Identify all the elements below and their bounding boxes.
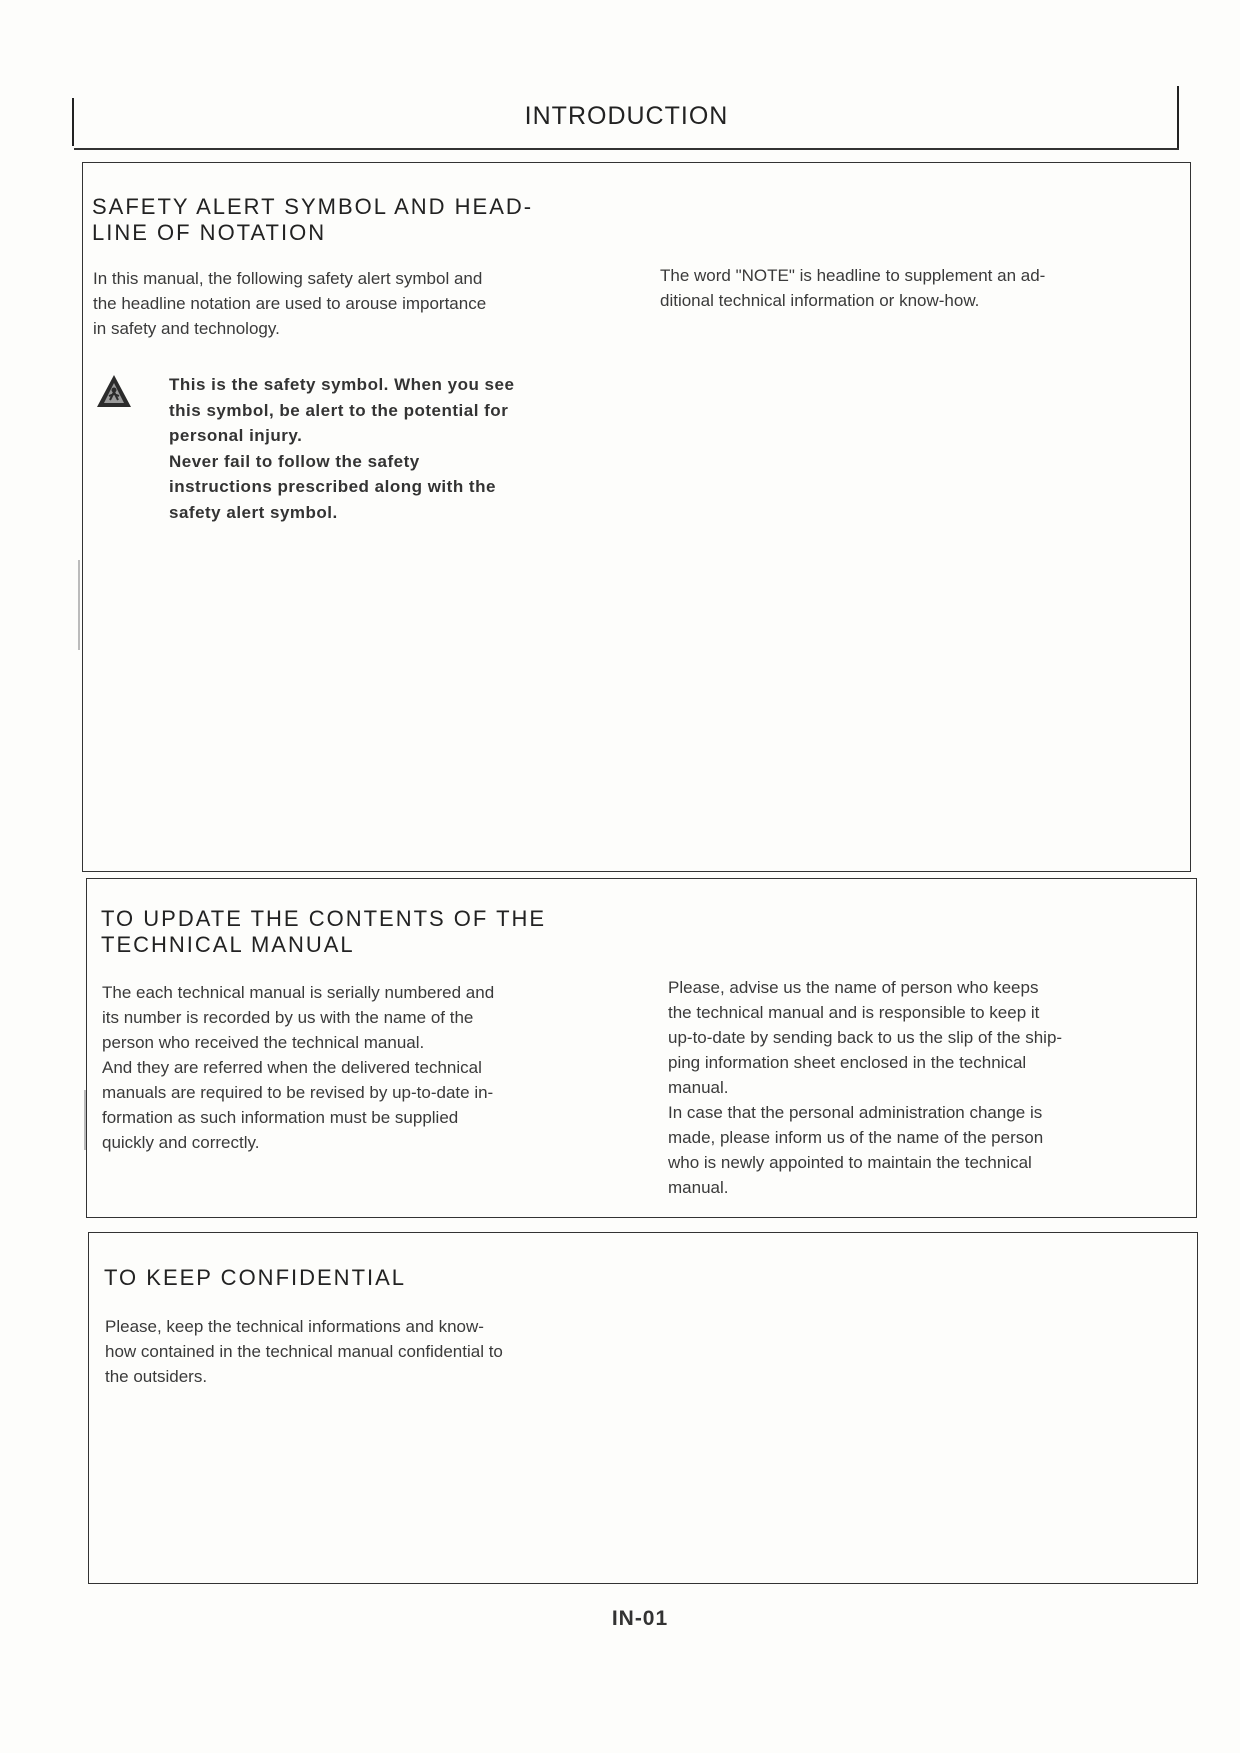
page-title: INTRODUCTION: [524, 102, 729, 130]
confidential-section-heading: TO KEEP CONFIDENTIAL: [104, 1265, 407, 1290]
update-section-right-text: Please, advise us the name of person who keeps the technical manual and is responsible to keep it up-to-date by sending back to us the slip of the ship- ping information sheet enclosed in the technical manual. In case that the personal administration change is made, please inform us of the name of the person who is newly appointed to maintain the technical manual.: [668, 978, 1063, 1197]
page-number: IN-01: [611, 1607, 669, 1630]
update-section-left-text: The each technical manual is serially numbered and its number is recorded by us with the name of the person who received the technical manual. And they are referred when the delivered technical manuals are required to be revised by up-to-date in- formation as such information must be supplied quickly and correctly.: [102, 983, 495, 1152]
update-section-heading: TO UPDATE THE CONTENTS OF THE TECHNICAL MANUAL: [101, 906, 547, 957]
note-definition-text: The word "NOTE" is headline to supplement an ad- ditional technical information or know-how.: [660, 266, 1046, 310]
safety-alert-text: This is the safety symbol. When you see this symbol, be alert to the potential for personal injury. Never fail to follow the safety instructions prescribed along with the safety alert symbol.: [169, 375, 515, 522]
safety-section-intro: In this manual, the following safety alert symbol and the headline notation are used to arouse importance in safety and technology.: [93, 269, 487, 338]
confidential-section-text: Please, keep the technical informations and know- how contained in the technical manual confidential to the outsiders.: [105, 1317, 503, 1386]
header-divider: [74, 148, 1179, 150]
safety-section-heading: SAFETY ALERT SYMBOL AND HEAD- LINE OF NOTATION: [92, 194, 534, 245]
scan-mark: [78, 560, 80, 650]
warning-triangle-icon: [96, 374, 132, 408]
